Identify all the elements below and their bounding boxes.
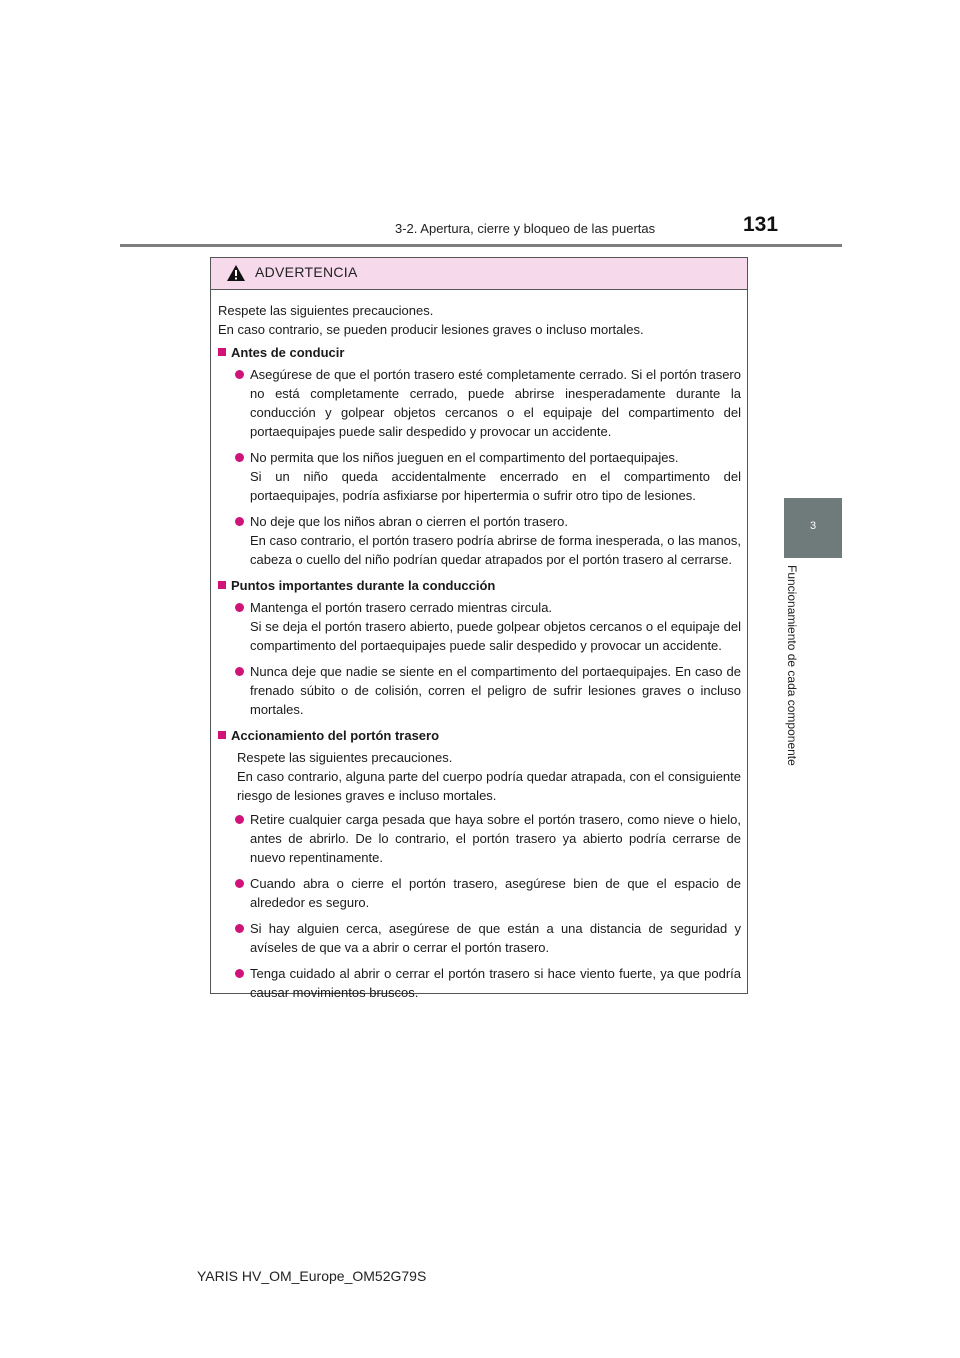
warning-title: ADVERTENCIA: [255, 264, 358, 280]
bullet-paragraph: Si un niño queda accidentalmente encerrado en el compartimento del portaequipajes, podría asfixiarse por hipertermia o sufrir otro tipo de lesiones.: [250, 469, 741, 503]
section-title: Puntos importantes durante la conducción: [231, 578, 496, 593]
round-bullet-icon: [235, 453, 244, 462]
round-bullet-icon: [235, 667, 244, 676]
warning-intro-line: Respete las siguientes precauciones.: [218, 303, 434, 318]
document-id: YARIS HV_OM_Europe_OM52G79S: [197, 1268, 427, 1284]
round-bullet-icon: [235, 815, 244, 824]
bullet-paragraph: Cuando abra o cierre el portón trasero, asegúrese bien de que el espacio de alrededor es seguro.: [250, 876, 741, 910]
round-bullet-icon: [235, 969, 244, 978]
warning-triangle-icon: [226, 264, 246, 282]
bullet-item: [235, 512, 741, 569]
square-bullet-icon: [218, 581, 226, 589]
chapter-number: 3: [809, 520, 817, 532]
bullet-paragraph: Asegúrese de que el portón trasero esté completamente cerrado. Si el portón trasero no está completamente cerrado, puede abrirse inesperadamente durante la conducción y golpear objetos cercanos o el equipaje del compartimento del portaequipajes puede salir despedido y provocar un accidente.: [250, 367, 741, 439]
bullet-item: [235, 964, 741, 1002]
bullet-item: [235, 874, 741, 912]
bullet-item: [235, 448, 741, 505]
chapter-label: Funcionamiento de cada componente: [785, 565, 799, 766]
section-title: Antes de conducir: [231, 345, 345, 360]
bullet-text: [250, 365, 741, 441]
bullet-paragraph: Tenga cuidado al abrir o cerrar el portón trasero si hace viento fuerte, ya que podría causar movimientos bruscos.: [250, 966, 741, 1000]
bullet-item: [235, 598, 741, 655]
header-divider: [120, 244, 842, 247]
page-number: 131: [743, 213, 779, 236]
bullet-paragraph: En caso contrario, el portón trasero podría abrirse de forma inesperada, o las manos, cabeza o cuello del niño podrían quedar atrapados por el portón trasero al cerrarse.: [250, 533, 741, 567]
chapter-label-container: [782, 565, 802, 785]
section-intro-line: En caso contrario, alguna parte del cuerpo podría quedar atrapada, con el consiguiente riesgo de lesiones graves e incluso mortales.: [237, 769, 741, 803]
bullet-paragraph: No deje que los niños abran o cierren el portón trasero.: [250, 514, 568, 529]
section-title: Accionamiento del portón trasero: [231, 728, 440, 743]
round-bullet-icon: [235, 370, 244, 379]
bullet-paragraph: No permita que los niños jueguen en el compartimento del portaequipajes.: [250, 450, 679, 465]
bullet-text: [250, 598, 741, 655]
bullet-text: [250, 512, 741, 569]
bullet-text: [250, 810, 741, 867]
square-bullet-icon: [218, 348, 226, 356]
bullet-paragraph: Retire cualquier carga pesada que haya sobre el portón trasero, como nieve o hielo, antes de abrirlo. De lo contrario, el portón trasero ya abierto podría cerrarse de nuevo repentinamente.: [250, 812, 741, 865]
warning-intro-line: En caso contrario, se pueden producir lesiones graves o incluso mortales.: [218, 322, 644, 337]
bullet-text: [250, 919, 741, 957]
section-heading: [218, 576, 741, 595]
bullet-text: [250, 662, 741, 719]
section-intro: [237, 748, 741, 805]
section-title: 3-2. Apertura, cierre y bloqueo de las puertas: [395, 221, 656, 236]
round-bullet-icon: [235, 603, 244, 612]
bullet-item: [235, 919, 741, 957]
bullet-paragraph: Si se deja el portón trasero abierto, puede golpear objetos cercanos o el equipaje del compartimento del portaequipajes puede salir despedido y provocar un accidente.: [250, 619, 741, 653]
round-bullet-icon: [235, 879, 244, 888]
warning-header: [211, 258, 747, 290]
warning-body: [211, 290, 747, 1002]
bullet-paragraph: Mantenga el portón trasero cerrado mientras circula.: [250, 600, 553, 615]
bullet-item: [235, 365, 741, 441]
warning-box: [210, 257, 748, 1000]
round-bullet-icon: [235, 517, 244, 526]
bullet-item: [235, 662, 741, 719]
bullet-item: [235, 810, 741, 867]
warning-intro: [218, 301, 741, 339]
square-bullet-icon: [218, 731, 226, 739]
section-intro-line: Respete las siguientes precauciones.: [237, 750, 453, 765]
bullet-text: [250, 964, 741, 1002]
round-bullet-icon: [235, 924, 244, 933]
section-heading: [218, 343, 741, 362]
bullet-text: [250, 874, 741, 912]
chapter-tab: [784, 498, 842, 558]
section-heading: [218, 726, 741, 745]
bullet-text: [250, 448, 741, 505]
bullet-paragraph: Si hay alguien cerca, asegúrese de que están a una distancia de seguridad y avíseles de que va a abrir o cerrar el portón trasero.: [250, 921, 741, 955]
bullet-paragraph: Nunca deje que nadie se siente en el compartimento del portaequipajes. En caso de frenado súbito o de colisión, corren el peligro de sufrir lesiones graves o incluso mortales.: [250, 664, 741, 717]
